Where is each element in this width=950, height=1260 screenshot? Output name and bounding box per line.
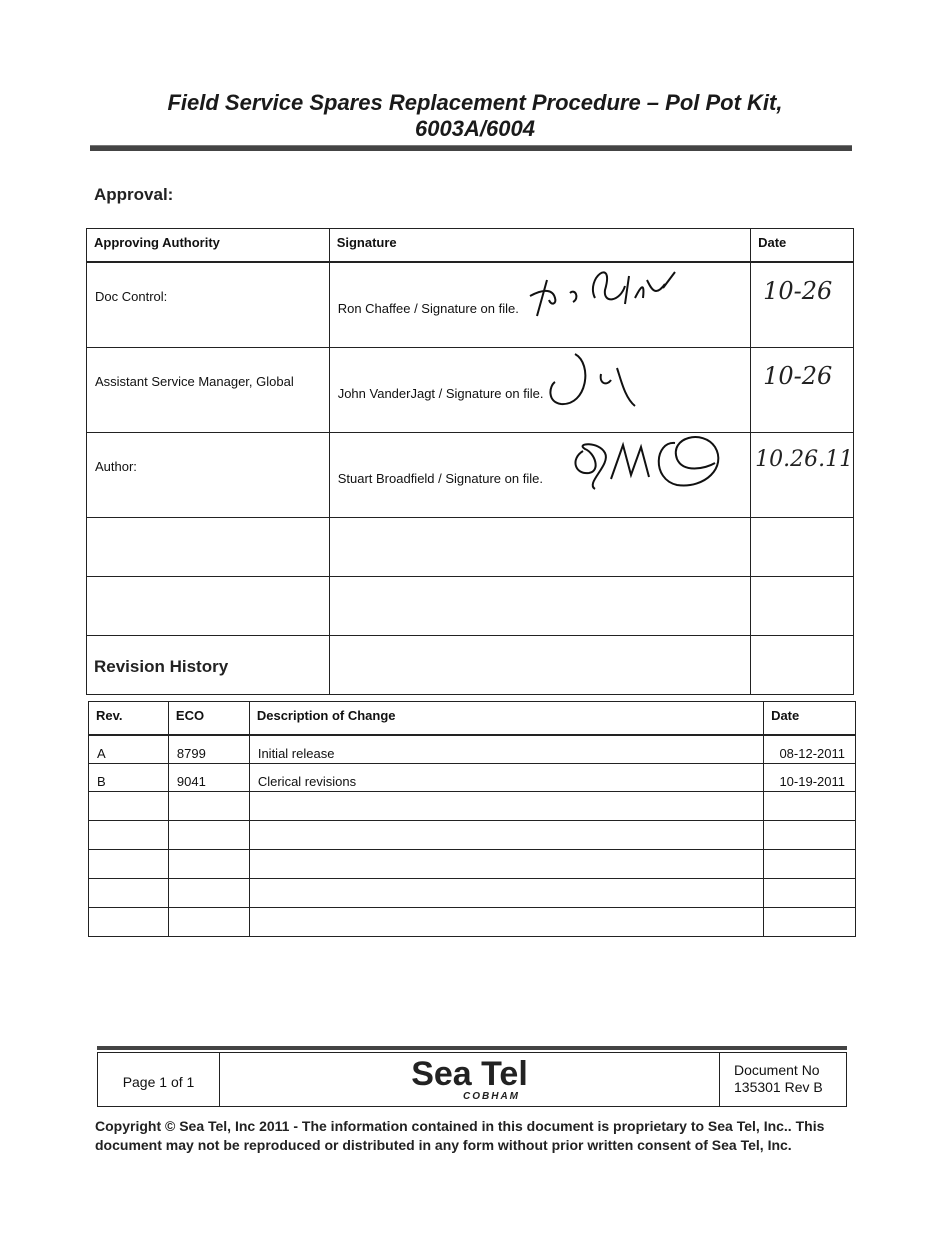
copyright-notice: Copyright © Sea Tel, Inc 2011 - The information contained in this document is proprietary to Sea Tel, Inc.. This document may not be reproduced or distributed in any form without prior written consent of Sea Tel, Inc.	[95, 1118, 825, 1153]
approval-date-handwritten: 10.26.11	[755, 447, 854, 472]
revision-eco: 9041	[168, 763, 249, 791]
revision-description: Initial release	[249, 735, 763, 763]
footer-logo-cell	[220, 1053, 720, 1106]
approval-col-signature: Signature	[329, 229, 750, 263]
table-row-empty	[89, 907, 856, 936]
table-row-empty	[89, 878, 856, 907]
table-row	[89, 763, 856, 791]
table-row	[89, 735, 856, 763]
approval-date-cell	[751, 433, 854, 518]
approval-date-handwritten: 10-26	[763, 277, 833, 305]
title-divider	[90, 145, 852, 151]
approval-signature-text: John VanderJagt / Signature on file.	[337, 386, 544, 401]
approval-row	[87, 262, 854, 348]
approval-signature-cell	[329, 348, 750, 433]
approval-date-cell	[751, 348, 854, 433]
revision-col-eco: ECO	[168, 702, 249, 736]
footer-docno-cell	[720, 1053, 846, 1106]
approval-authority: Assistant Service Manager, Global	[87, 348, 330, 433]
approval-authority: Author:	[87, 433, 330, 518]
document-number: 135301 Rev B	[734, 1079, 823, 1095]
approval-row-empty	[87, 577, 854, 636]
revision-col-rev: Rev.	[89, 702, 169, 736]
revision-heading: Revision History	[94, 657, 229, 676]
table-row-empty	[89, 820, 856, 849]
approval-signature-text: Ron Chaffee / Signature on file.	[337, 301, 519, 316]
handwritten-signature-icon	[545, 350, 655, 410]
revision-rev: A	[89, 735, 169, 763]
approval-date-cell	[751, 262, 854, 348]
parent-company-logo: COBHAM	[463, 1091, 520, 1102]
approval-signature-text: Stuart Broadfield / Signature on file.	[337, 471, 543, 486]
revision-date: 08-12-2011	[764, 735, 856, 763]
table-row-empty	[89, 791, 856, 820]
approval-row	[87, 348, 854, 433]
document-title	[90, 90, 860, 142]
approval-signature-cell	[329, 262, 750, 348]
approval-col-authority: Approving Authority	[87, 229, 330, 263]
revision-col-date: Date	[764, 702, 856, 736]
approval-table	[86, 228, 854, 695]
revision-date: 10-19-2011	[764, 763, 856, 791]
approval-col-date: Date	[751, 229, 854, 263]
approval-signature-cell	[329, 433, 750, 518]
approval-row	[87, 433, 854, 518]
footer-divider	[97, 1046, 847, 1050]
document-number-label: Document No	[734, 1062, 820, 1078]
approval-date-handwritten: 10-26	[763, 362, 833, 390]
document-title-line1: Field Service Spares Replacement Procedure – Pol Pot Kit,	[167, 90, 783, 115]
approval-authority: Doc Control:	[87, 262, 330, 348]
footer-page-cell	[98, 1053, 220, 1106]
revision-header-row	[89, 702, 856, 736]
revision-description: Clerical revisions	[249, 763, 763, 791]
table-row-empty	[89, 849, 856, 878]
handwritten-signature-icon	[525, 258, 695, 323]
document-title-line2: 6003A/6004	[415, 116, 535, 141]
approval-header-row	[87, 229, 854, 263]
revision-rev: B	[89, 763, 169, 791]
approval-row-empty	[87, 518, 854, 577]
revision-col-description: Description of Change	[249, 702, 763, 736]
footer-box	[97, 1052, 847, 1107]
handwritten-signature-icon	[565, 423, 745, 503]
page-number: Page 1 of 1	[122, 1074, 195, 1090]
approval-heading: Approval:	[94, 185, 174, 204]
revision-table	[88, 701, 856, 937]
revision-eco: 8799	[168, 735, 249, 763]
company-logo: Sea Tel	[411, 1055, 528, 1093]
